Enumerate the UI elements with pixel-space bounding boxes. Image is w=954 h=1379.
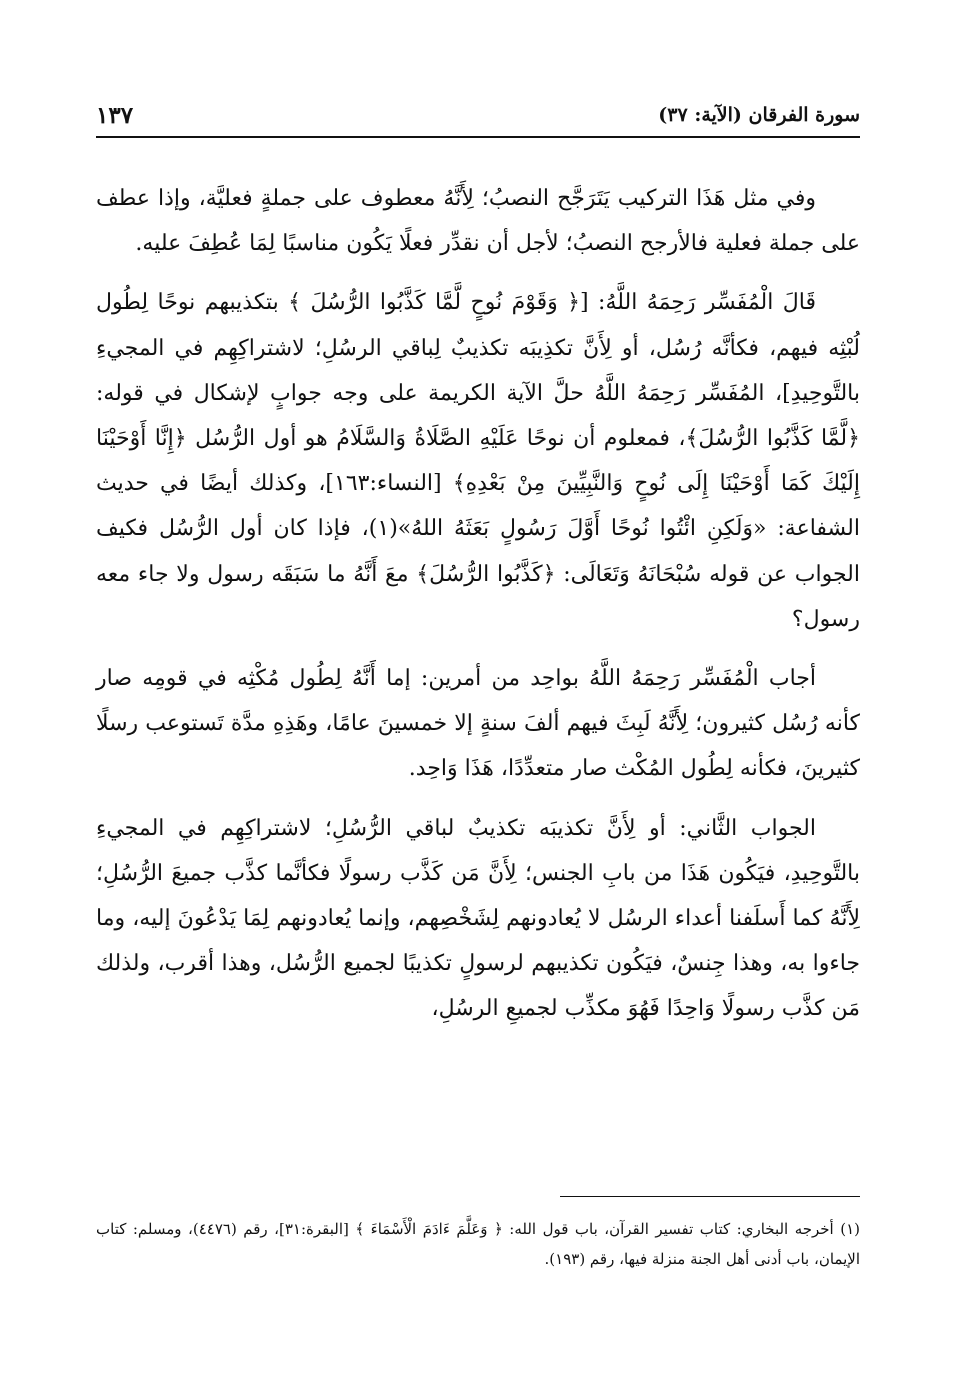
paragraph-1: وفي مثل هَذَا التركيب يَتَرَجَّح النصبُ؛ لِأَنَّهُ معطوف على جملةٍ فعليَّة، وإذا عطف على جملة فعلية فالأرجح النصبُ؛ لأجل أن نقدِّر فعلًا يَكُون مناسبًا لِمَا عُطِفَ عليه. [96, 186, 860, 257]
header-rule [96, 136, 860, 138]
main-text [96, 176, 860, 1046]
footnotes [96, 1214, 860, 1274]
page-number: ١٣٧ [96, 101, 134, 129]
paragraph-2: قَالَ الْمُفَسِّر رَحِمَهُ اللَّهُ: [﴿ وَقَوْمَ نُوحٍ لَّمَّا كَذَّبُوا الرُّسُلَ ﴾ بتكذيبهم نوحًا لِطُول لُبْثِه فيهم، فكأنَّه رُسُل، أو لِأَنَّ تكذِيبَه تكذيبٌ لِباقي الرسُلِ؛ لاشتراكِهِم في المجيءِ بالتَّوحِيدِ]، المُفَسِّر رَحِمَهُ اللَّهُ حلَّ الآية الكريمة على وجه جوابٍ لإشكال في قوله: ﴿لَّمَّا كَذَّبُوا الرُّسُلَ﴾، فمعلوم أن نوحًا عَلَيْهِ الصَّلَاةُ وَالسَّلَامُ هو أول الرُّسُل ﴿إِنَّا أَوْحَيْنَا إِلَيْكَ كَمَا أَوْحَيْنَا إِلَى نُوحٍ وَالنَّبِيِّينَ مِنْ بَعْدِهِ﴾ [النساء:١٦٣]، وكذلك أيضًا في حديث الشفاعة: «وَلَكِنِ ائْتُوا نُوحًا أَوَّلَ رَسُولٍ بَعَثَهُ اللهُ»(١)، فإذا كان أول الرُّسُل فكيف الجواب عن قوله سُبْحَانَهُ وَتَعَالَى: ﴿كَذَّبُوا الرُّسُلَ﴾ معَ أَنَّهُ ما سَبَقَه رسول ولا جاء معه رسول؟ [96, 290, 860, 632]
surah-title: سورة الفرقان (الآية: ٣٧) [658, 104, 860, 126]
footnote-rule [560, 1196, 860, 1197]
paragraph-3: أجاب الْمُفَسِّر رَحِمَهُ اللَّهُ بواحِد من أمرين: إما أَنَّهُ لِطُول مُكْثِه في قومِه صار كأنه رُسُل كثيرون؛ لِأَنَّهُ لَبِثَ فيهم ألفَ سنةٍ إلا خمسينَ عامًا، وهَذِهِ مدَّة تَستوعب رسلًا كثيرينَ، فكأنه لِطُول المُكْث صار متعدِّدًا، هَذَا وَاحِد. [96, 666, 860, 782]
running-header [96, 98, 860, 132]
footnote-1: (١) أخرجه البخاري: كتاب تفسير القرآن، باب قول الله: ﴿ وَعَلَّمَ ءَادَمَ الْأَسْمَاءَ ﴾ [البقرة:٣١]، رقم (٤٤٧٦)، ومسلم: كتاب الإيمان، باب أدنى أهل الجنة منزلة فيها، رقم (١٩٣). [96, 1220, 860, 1268]
paragraph-4: الجواب الثَّاني: أو لِأَنَّ تكذيبَه تكذيبٌ لباقي الرُّسُلِ؛ لاشتراكِهِم في المجيءِ بالتَّوحِيدِ، فيَكُون هَذَا من بابِ الجنس؛ لِأَنَّ مَن كَذَّب رسولًا فكأنَّما كذَّب جميعَ الرُّسُلِ؛ لِأَنَّهُ كما أَسلَفنا أعداء الرسُل لا يُعادونهم لِشَخْصِهم، وإنما يُعادونهم لِمَا يَدْعُونَ إليه، وما جاءوا به، وهذا جِنسٌ، فيَكُون تكذيبهم لرسولٍ تكذيبًا لجميع الرُّسُل، وهذا أقرب، ولذلك مَن كذَّب رسولًا وَاحِدًا فَهُوَ مكذِّب لجميعِ الرسُلِ، [96, 815, 860, 1022]
